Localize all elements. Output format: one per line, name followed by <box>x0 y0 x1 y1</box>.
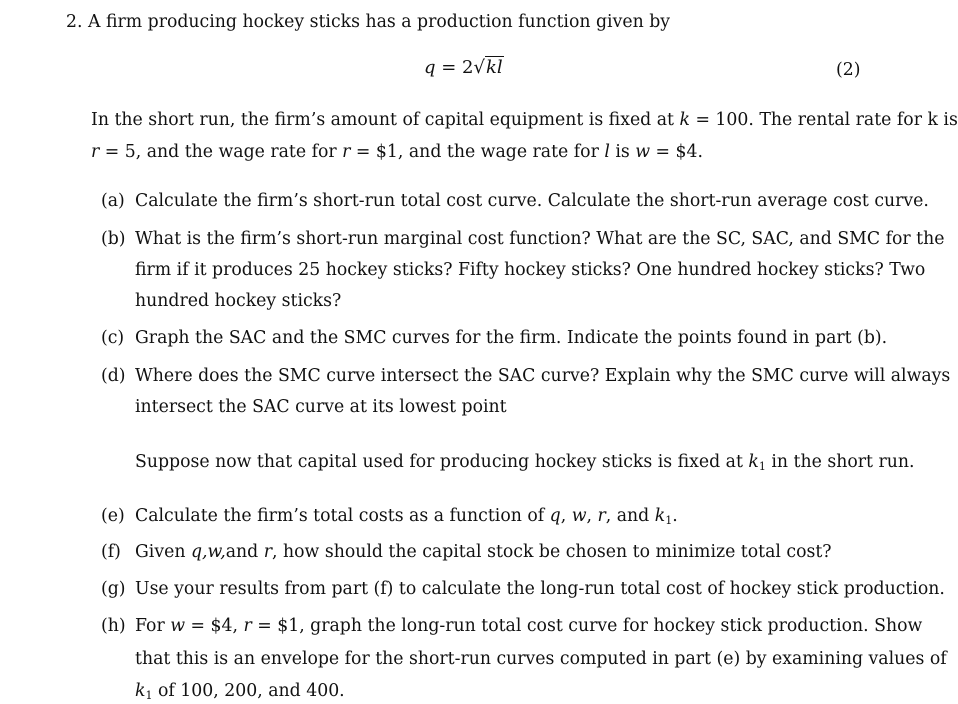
var-r: r <box>91 142 100 162</box>
part-h-label: (h) <box>101 616 126 636</box>
part-f-text: , how should the capital stock be chosen to minimize total cost? <box>272 542 832 562</box>
part-b-line2: firm if it produces 25 hockey sticks? Fifty hockey sticks? One hundred hockey sticks? Two <box>135 260 926 280</box>
suppose-paragraph <box>135 452 914 472</box>
part-c-label: (c) <box>101 328 125 348</box>
part-f <box>101 542 832 562</box>
part-h-text: For <box>135 616 171 636</box>
part-d-line2: intersect the SAC curve at its lowest point <box>135 397 507 417</box>
part-b-line1: What is the firm’s short-run marginal cost function? What are the SC, SAC, and SMC for the <box>135 229 945 249</box>
part-f-text: and <box>225 542 264 562</box>
part-b-label: (b) <box>101 229 126 249</box>
var-q: q <box>549 506 561 526</box>
problem-intro: A firm producing hockey sticks has a production function given by <box>88 12 671 32</box>
part-d-label: (d) <box>101 366 126 386</box>
para1-text: is <box>609 142 636 162</box>
part-g-label: (g) <box>101 579 126 599</box>
period: . <box>672 506 678 526</box>
para1-text: = $4. <box>650 142 703 162</box>
part-g <box>101 579 945 599</box>
part-f-label: (f) <box>101 542 121 562</box>
para1-text: = 5, and the wage rate for <box>99 142 343 162</box>
para1-text: In the short run, the firm’s amount of capital equipment is fixed at <box>91 110 680 130</box>
part-d-line1: Where does the SMC curve intersect the SAC curve? Explain why the SMC curve will always <box>135 366 951 386</box>
production-function-equation <box>424 58 504 78</box>
part-h-line2: that this is an envelope for the short-run curves computed in part (e) by examining values of <box>135 649 947 669</box>
part-h-text: of 100, 200, and 400. <box>152 681 345 701</box>
var-r: r <box>243 616 252 636</box>
para1-line2 <box>91 142 703 162</box>
var-k: k <box>654 506 666 526</box>
part-e-text: , and <box>605 506 655 526</box>
var-k: k <box>679 110 690 130</box>
part-a-text: Calculate the firm’s short-run total cost curve. Calculate the short-run average cost curve. <box>135 191 929 211</box>
part-h-line3 <box>135 681 345 701</box>
var-w: w <box>170 616 186 636</box>
subscript-1: 1 <box>758 460 766 473</box>
comma: , <box>560 506 572 526</box>
eq-lhs: q <box>424 57 436 78</box>
var-w: w <box>571 506 587 526</box>
part-h <box>101 616 922 636</box>
part-h-text: = $4, <box>185 616 244 636</box>
part-a-label: (a) <box>101 191 125 211</box>
part-h-text: = $1, graph the long-run total cost curve for hockey stick production. Show <box>251 616 923 636</box>
para1-text: = $1, and the wage rate for <box>350 142 605 162</box>
comma: , <box>586 506 598 526</box>
problem-heading <box>66 12 670 32</box>
part-a <box>101 191 929 211</box>
part-e-text: Calculate the firm’s total costs as a function of <box>135 506 550 526</box>
para1-line1 <box>91 110 958 130</box>
part-g-text: Use your results from part (f) to calculate the long-run total cost of hockey stick production. <box>135 579 945 599</box>
subscript-1: 1 <box>665 514 673 527</box>
var-r: r <box>597 506 606 526</box>
part-c-text: Graph the SAC and the SMC curves for the firm. Indicate the points found in part (b). <box>135 328 888 348</box>
eq-radicand: kl <box>486 57 503 78</box>
suppose-text: in the short run. <box>765 452 915 472</box>
var-k: k <box>135 681 146 701</box>
var-r: r <box>342 142 351 162</box>
var-w: w <box>635 142 651 162</box>
part-b <box>101 229 944 249</box>
part-f-text: Given <box>135 542 191 562</box>
part-e <box>101 506 678 526</box>
subscript-1: 1 <box>145 689 153 702</box>
var-r: r <box>263 542 273 562</box>
var-k: k <box>748 452 759 472</box>
part-b-line3: hundred hockey sticks? <box>135 291 342 311</box>
eq-rhs: = 2 <box>435 57 474 78</box>
para1-text: = 100. The rental rate for k is <box>689 110 958 130</box>
problem-number: 2. <box>66 12 83 32</box>
suppose-text: Suppose now that capital used for producing hockey sticks is fixed at <box>135 452 749 472</box>
part-d <box>101 366 950 386</box>
equation-tag: (2) <box>836 60 861 80</box>
vars-q-w: q,w, <box>190 542 226 562</box>
sqrt-symbol: √kl <box>473 57 503 78</box>
part-e-label: (e) <box>101 506 125 526</box>
var-l: l <box>604 142 610 162</box>
part-c <box>101 328 887 348</box>
